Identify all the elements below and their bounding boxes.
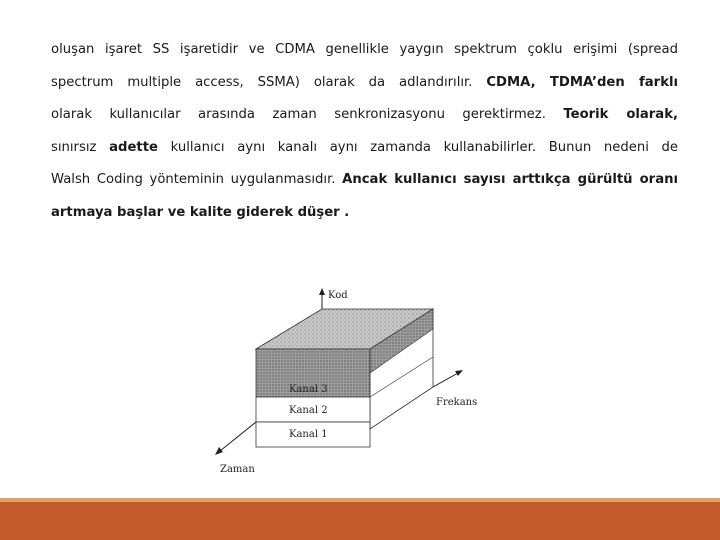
time-axis-label: Zaman	[220, 464, 255, 475]
text-line-6: artmaya başlar ve kalite giderek düşer .	[51, 204, 350, 220]
text-segment: sınırsız	[51, 139, 110, 155]
text-segment-bold: adette	[109, 139, 158, 155]
text-segment: Walsh Coding yönteminin uygulanmasıdır.	[51, 172, 343, 188]
body-paragraph	[51, 34, 678, 230]
frequency-axis-arrowhead	[455, 370, 463, 376]
text-segment-bold: Teorik olarak,	[563, 107, 678, 123]
footer-bar	[0, 502, 720, 540]
time-axis-arrowhead	[215, 447, 223, 455]
frequency-axis	[433, 373, 458, 387]
code-axis-arrowhead	[319, 288, 325, 295]
text-line-3	[51, 99, 678, 132]
text-segment: Bunun nedeni de	[548, 139, 678, 155]
channel-2-label: Kanal 2	[289, 405, 328, 416]
time-axis	[220, 422, 256, 451]
text-segment: kullanıcı aynı kanalı aynı zamanda kullanabilirler.	[157, 139, 549, 155]
channel-1-label: Kanal 1	[289, 429, 328, 440]
text-line-5	[51, 164, 678, 197]
cdma-channel-diagram	[200, 285, 500, 480]
text-segment-bold: Ancak kullanıcı sayısı arttıkça gürültü oranı	[342, 172, 678, 188]
code-axis-label: Kod	[328, 290, 348, 301]
text-segment: spectrum multiple access, SSMA) olarak da adlandırılır.	[51, 74, 487, 90]
text-line-1: oluşan işaret SS işaretidir ve CDMA genellikle yaygın spektrum çoklu erişimi (spread	[51, 42, 678, 57]
channel-3-label: Kanal 3	[289, 384, 328, 395]
text-segment: olarak kullanıcılar arasında zaman senkronizasyonu gerektirmez.	[51, 107, 564, 123]
text-segment-bold: CDMA, TDMA’den farklı	[486, 74, 678, 90]
text-line-4	[51, 132, 678, 165]
frequency-axis-label: Frekans	[436, 397, 478, 408]
text-line-2	[51, 67, 678, 100]
